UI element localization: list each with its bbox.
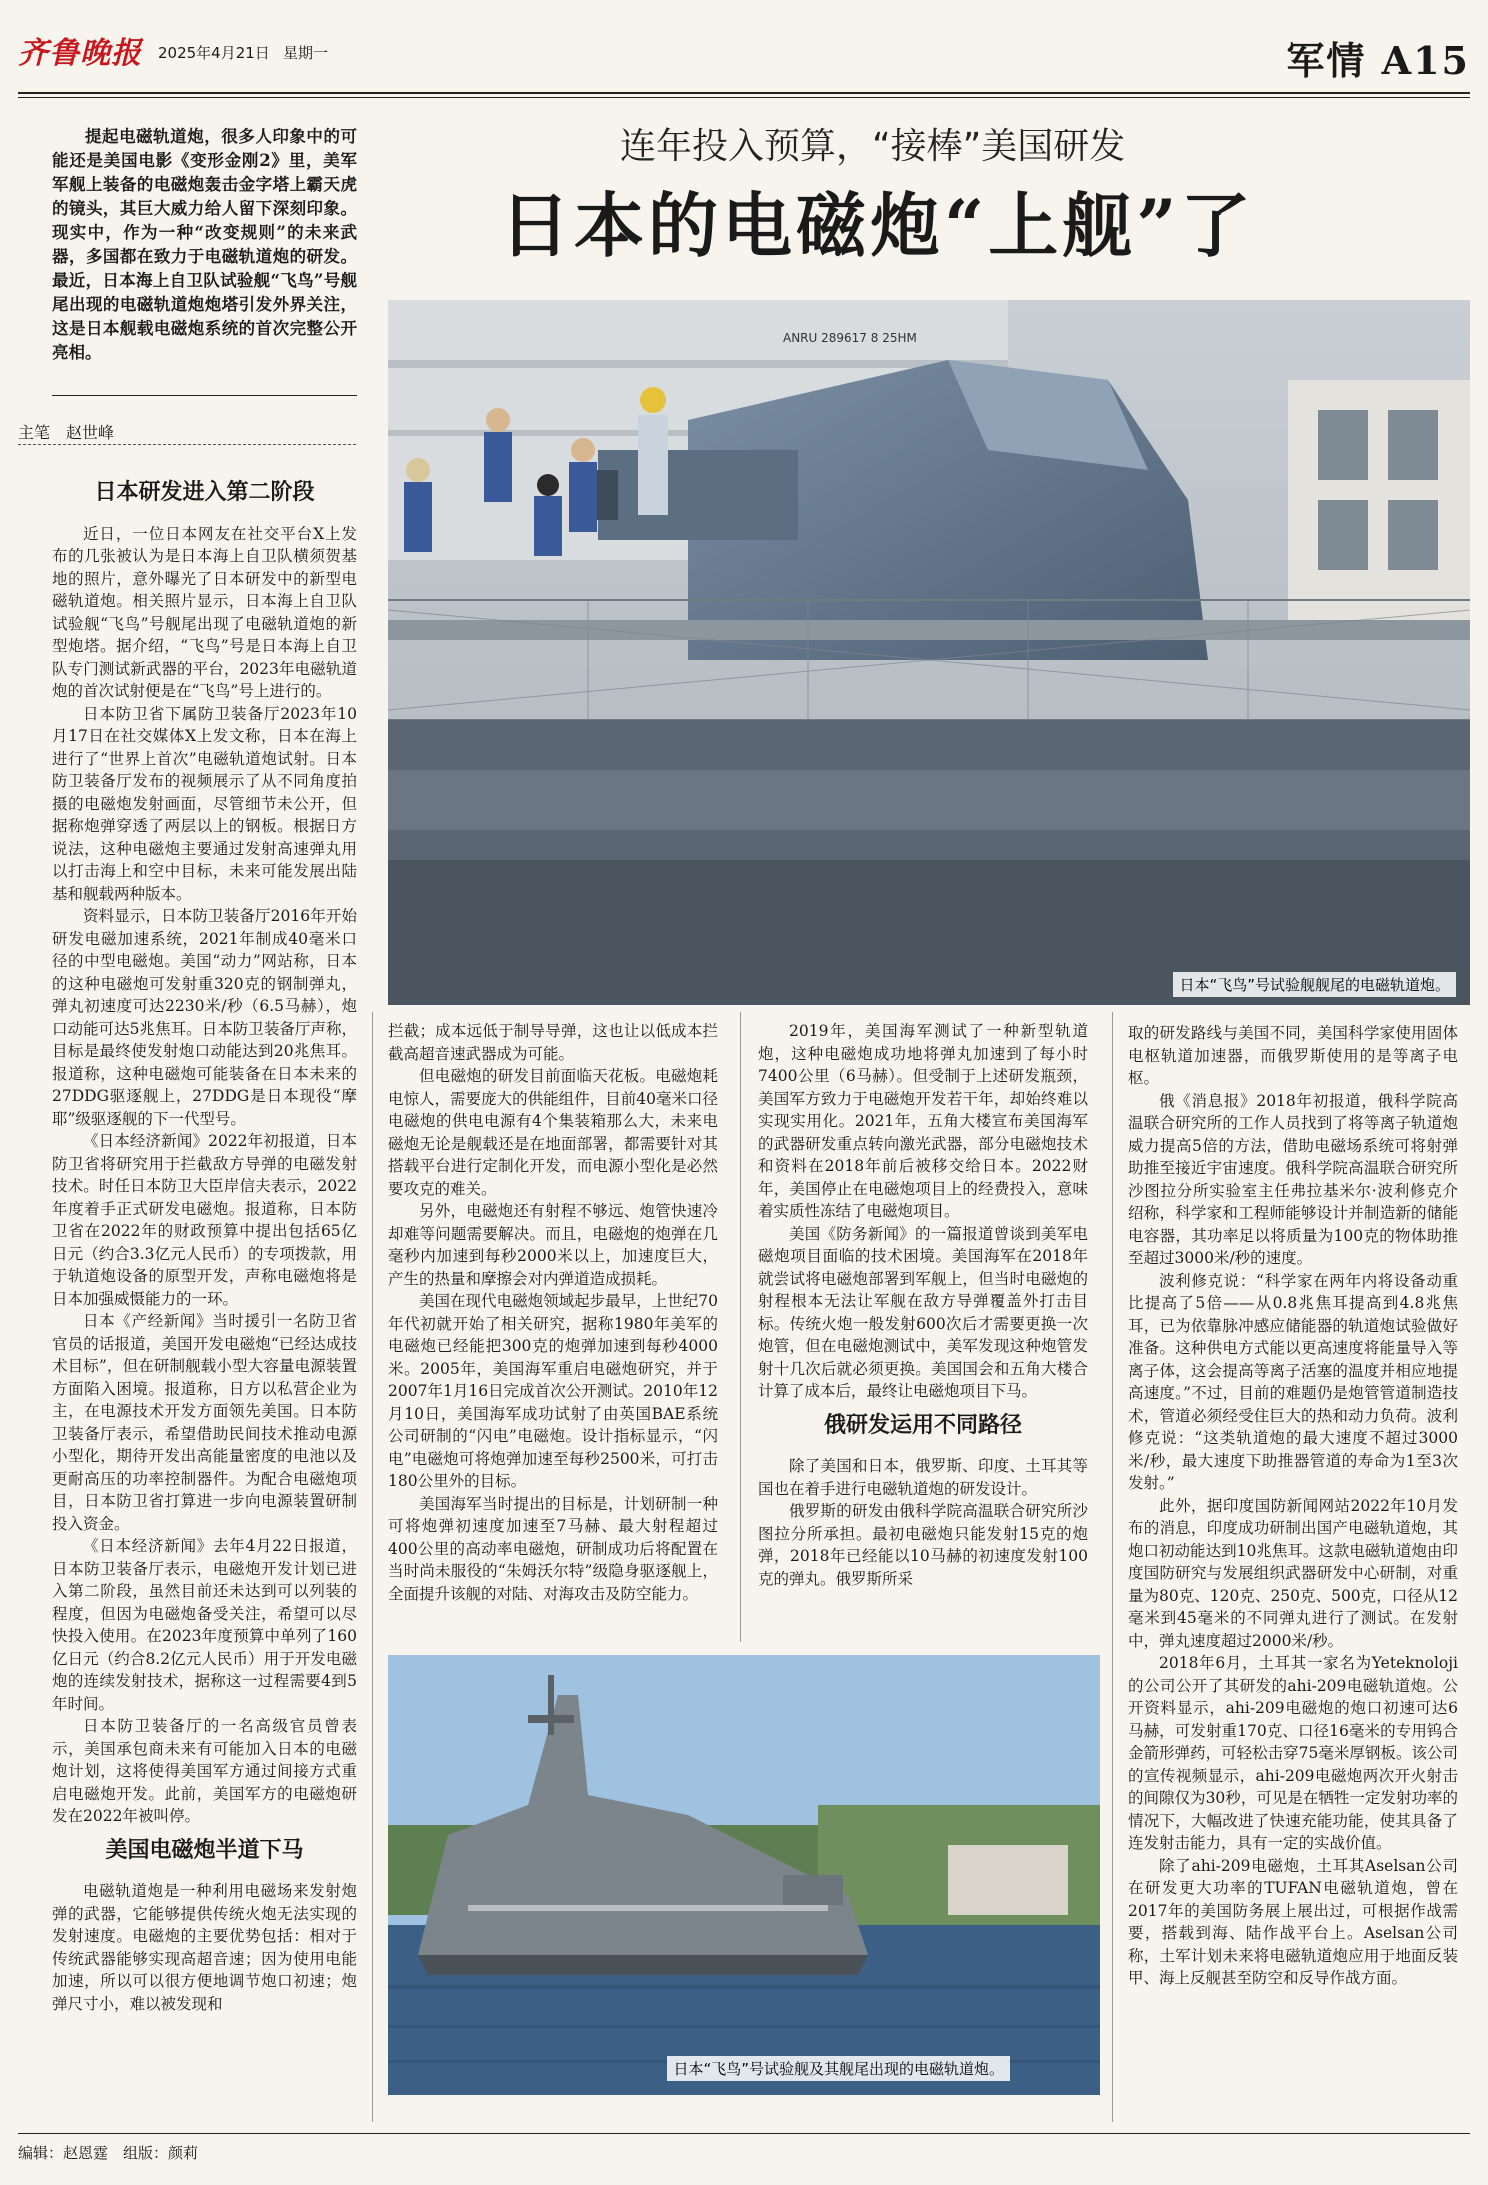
column-divider <box>1112 1012 1113 2122</box>
photo2-caption: 日本“飞鸟”号试验舰及其舰尾出现的电磁轨道炮。 <box>667 2056 1010 2081</box>
paragraph: 2018年6月，土耳其一家名为Yeteknoloji的公司公开了其研发的ahi-209电磁轨道炮。公开资料显示，ahi-209电磁炮的炮口初速可达6马赫，可发射重170克、口径16毫米的专用钨合金箭形弹药，可轻松击穿75毫米厚钢板。该公司的宣传视频显示，ahi-209电磁炮两次开火射击的间隙仅为30秒，可见是在牺牲一定发射功率的情况下，大幅改进了快速充能功能，使其具备了连发射击能力，具有一定的实战价值。 <box>1128 1654 1458 1852</box>
column-4 <box>1128 1022 1458 1990</box>
page-footer: 编辑：赵恩霆 组版：颜莉 <box>18 2144 199 2162</box>
paragraph: 日本防卫装备厅的一名高级官员曾表示，美国承包商未来有可能加入日本的电磁炮计划，这将使得美国军方通过间接方式重启电磁炮开发。此前，美国军方的电磁炮研发在2022年被叫停。 <box>52 1717 357 1825</box>
photo-railgun-stern <box>388 300 1470 1005</box>
masthead <box>18 28 1470 90</box>
column-1 <box>52 470 357 2015</box>
paragraph: 美国《防务新闻》的一篇报道曾谈到美军电磁炮项目面临的技术困境。美国海军在2018年就尝试将电磁炮部署到军舰上，但当时电磁炮的射程根本无法让军舰在敌方导弹覆盖外打击目标。传统火炮一般发射600次后才需要更换一次炮管，但在电磁炮测试中，美军发现这种炮管发射十几次后就必须更换。美国国会和五角大楼合计算了成本后，最终让电磁炮项目下马。 <box>758 1224 1088 1400</box>
footer-rule <box>18 2133 1470 2134</box>
issue-date: 2025年4月21日 <box>158 44 270 62</box>
headline-subtitle: 连年投入预算，“接棒”美国研发 <box>620 126 1126 167</box>
paragraph: 近日，一位日本网友在社交平台X上发布的几张被认为是日本海上自卫队横须贺基地的照片，意外曝光了日本研发中的新型电磁轨道炮。相关照片显示，日本海上自卫队试验舰“飞鸟”号舰尾出现了电磁轨道炮的新型炮塔。据介绍，“飞鸟”号是日本海上自卫队专门测试新武器的平台，2023年电磁轨道炮的首次试射便是在“飞鸟”号上进行的。 <box>52 524 357 700</box>
paragraph: 波利修克说：“科学家在两年内将设备动重比提高了5倍——从0.8兆焦耳提高到4.8兆焦耳，已为依靠脉冲感应储能器的轨道炮试验做好准备。这种供电方式能以更高速度将能量导入等离子体，这会提高等离子活塞的温度并相应地提高速度。”不过，目前的难题仍是炮管管道制造技术，管道必须经受住巨大的热和动力负荷。波利修克说：“这类轨道炮的最大速度不超过3000米/秒，最大速度下助推器管道的寿命为1至3次发射。” <box>1128 1271 1458 1492</box>
paragraph: 俄罗斯的研发由俄科学院高温联合研究所沙图拉分所承担。最初电磁炮只能发射15克的炮弹，2018年已经能以10马赫的初速度发射100克的弹丸。俄罗斯所采 <box>758 1502 1088 1588</box>
column-divider <box>372 1012 373 2122</box>
masthead-rule <box>18 92 1470 94</box>
paragraph: 资料显示，日本防卫装备厅2016年开始研发电磁加速系统，2021年制成40毫米口径的中型电磁炮。美国“动力”网站称，日本的这种电磁炮可发射重320克的钢制弹丸，弹丸初速度可达2230米/秒（6.5马赫），炮口动能可达5兆焦耳。日本防卫装备厅声称，目标是最终使发射炮口动能达到20兆焦耳。报道称，这种电磁炮可能装备在日本未来的27DDG驱逐舰上，27DDG是日本现役“摩耶”级驱逐舰的下一代型号。 <box>52 907 357 1128</box>
photo-ship <box>388 1655 1100 2095</box>
byline-rule <box>18 444 356 445</box>
column-3 <box>758 1020 1088 1590</box>
byline: 主笔 赵世峰 <box>18 423 115 442</box>
paragraph: 除了美国和日本，俄罗斯、印度、土耳其等国也在着手进行电磁轨道炮的研发设计。 <box>758 1457 1088 1498</box>
paragraph: 俄《消息报》2018年初报道，俄科学院高温联合研究所的工作人员找到了将等离子轨道炮威力提高5倍的方法，借助电磁场系统可将射弹助推至接近宇宙速度。俄科学院高温联合研究所沙图拉分所实验室主任弗拉基米尔·波利修克介绍称，科学家和工程师能够设计并制造新的储能电容器，其功率足以将质量为100克的物体助推至超过3000米/秒的速度。 <box>1128 1091 1458 1267</box>
paragraph: 电磁轨道炮是一种利用电磁场来发射炮弹的武器，它能够提供传统火炮无法实现的发射速度。电磁炮的主要优势包括：相对于传统武器能够实现高超音速；因为使用电能加速，所以可以很方便地调节炮口初速；炮弹尺寸小，难以被发现和 <box>52 1882 357 2013</box>
column-2 <box>388 1020 718 1605</box>
paragraph: 日本《产经新闻》当时援引一名防卫省官员的话报道，美国开发电磁炮“已经达成技术目标”，但在研制舰载小型大容量电源装置方面陷入困境。报道称，日方以私营企业为主，在电源技术开发方面领先美国。日本防卫装备厅表示，希望借助民间技术推动电源小型化，期待开发出高能量密度的电池以及更耐高压的功率控制器件。为配合电磁炮项目，日本防卫省打算进一步向电源装置研制投入资金。 <box>52 1312 357 1533</box>
paragraph: 另外，电磁炮还有射程不够远、炮管快速冷却难等问题需要解决。而且，电磁炮的炮弹在几毫秒内加速到每秒2000米以上，加速度巨大，产生的热量和摩擦会对内弹道造成损耗。 <box>388 1202 718 1288</box>
paragraph: 美国海军当时提出的目标是，计划研制一种可将炮弹初速度加速至7马赫、最大射程超过400公里的高动率电磁炮，研制成功后将配置在当时尚未服役的“朱姆沃尔特”级隐身驱逐舰上，全面提升该舰的对陆、对海攻击及防空能力。 <box>388 1494 718 1603</box>
lead-paragraph: 提起电磁轨道炮，很多人印象中的可能还是美国电影《变形金刚2》里，美军军舰上装备的电磁炮轰击金字塔上霸天虎的镜头，其巨大威力给人留下深刻印象。现实中，作为一种“改变规则”的未来武器，多国都在致力于电磁轨道炮的研发。最近，日本海上自卫队试验舰“飞鸟”号舰尾出现的电磁轨道炮炮塔引发外界关注，这是日本舰载电磁炮系统的首次完整公开亮相。 <box>52 127 357 362</box>
railgun-illustration <box>388 300 1470 1005</box>
ship-illustration <box>388 1655 1100 2095</box>
section-heading-japan: 日本研发进入第二阶段 <box>94 480 315 505</box>
paragraph: 但电磁炮的研发目前面临天花板。电磁炮耗电惊人，需要庞大的供能组件，目前40毫米口径电磁炮的供电电源有4个集装箱那么大，未来电磁炮无论是舰载还是在地面部署，都需要针对其搭载平台进行定制化开发，而电源小型化是必然要攻克的难关。 <box>388 1067 718 1198</box>
paragraph: 除了ahi-209电磁炮，土耳其Aselsan公司在研发更大功率的TUFAN电磁轨道炮，曾在2017年的美国防务展上展出过，可根据作战需要，搭载到海、陆作战平台上。Aselsan公司称，土军计划未来将电磁轨道炮应用于地面反装甲、海上反舰甚至防空和反导作战方面。 <box>1128 1856 1458 1987</box>
paragraph: 日本防卫省下属防卫装备厅2023年10月17日在社交媒体X上发文称，日本在海上进行了“世界上首次”电磁轨道炮试射。日本防卫装备厅发布的视频展示了从不同角度拍摄的电磁炮发射画面，尽管细节未公开，但据称炮弹穿透了两层以上的钢板。根据日方说法，这种电磁炮主要通过发射高速弹丸用以打击海上和空中目标，未来可能发展出陆基和舰载两种版本。 <box>52 704 357 903</box>
paragraph: 2019年，美国海军测试了一种新型轨道炮，这种电磁炮成功地将弹丸加速到了每小时7400公里（6马赫）。但受制于上述研发瓶颈，美国军方致力于电磁炮开发若干年，却始终难以实现实用化。2021年，五角大楼宣布美国海军的武器研发重点转向激光武器，部分电磁炮技术和资料在2018年前后被移交给日本。2022财年，美国停止在电磁炮项目上的经费投入，意味着实质性冻结了电磁炮项目。 <box>758 1022 1088 1220</box>
headline-title: 日本的电磁炮“上舰”了 <box>500 184 1255 267</box>
issue-weekday: 星期一 <box>283 44 329 62</box>
photo1-caption: 日本“飞鸟”号试验舰舰尾的电磁轨道炮。 <box>1173 972 1456 997</box>
section-heading-usa: 美国电磁炮半道下马 <box>105 1837 304 1863</box>
masthead-rule-thin <box>18 97 1470 98</box>
paragraph: 此外，据印度国防新闻网站2022年10月发布的消息，印度成功研制出国产电磁轨道炮，其炮口初动能达到10兆焦耳。这款电磁轨道炮由印度国防研究与发展组织武器研发中心研制，对重量为80克、120克、250克、500克，口径从12毫米到45毫米的不同弹丸进行了测试。在发射中，弹丸速度超过2000米/秒。 <box>1128 1496 1458 1650</box>
paragraph: 《日本经济新闻》去年4月22日报道，日本防卫装备厅表示，电磁炮开发计划已进入第二阶段，虽然目前还未达到可以列装的程度，但因为电磁炮备受关注，希望可以尽快投入使用。在2023年度预算中单列了160亿日元（约合8.2亿元人民币）用于开发电磁炮的连续发射技术，据称这一过程需要4到5年时间。 <box>52 1537 357 1713</box>
lead-rule <box>52 395 357 396</box>
paragraph: 美国在现代电磁炮领域起步最早，上世纪70年代初就开始了相关研究，据称1980年美军的电磁炮已经能把300克的炮弹加速到每秒4000米。2005年，美国海军重启电磁炮研究，并于2007年1月16日完成首次公开测试。2010年12月10日，美国海军成功试射了由英国BAE系统公司研制的“闪电”电磁炮。设计指标显示，“闪电”电磁炮可将炮弹加速至每秒2500米，可打击180公里外的目标。 <box>388 1292 718 1490</box>
newspaper-logo: 齐鲁晚报 <box>18 36 142 71</box>
paragraph: 取的研发路线与美国不同，美国科学家使用固体电枢轨道加速器，而俄罗斯使用的是等离子电枢。 <box>1128 1024 1458 1087</box>
container-label: ANRU 289617 8 25HM <box>783 331 917 345</box>
paragraph: 《日本经济新闻》2022年初报道，日本防卫省将研究用于拦截敌方导弹的电磁发射技术。时任日本防卫大臣岸信夫表示，2022年度着手正式研发电磁炮。报道称，日本防卫省在2022年的财政预算中提出包括65亿日元（约合3.3亿元人民币）的专项拨款，用于轨道炮设备的原型开发，声称电磁炮将是日本加强威慑能力的一环。 <box>52 1132 357 1308</box>
section-heading-russia: 俄研发运用不同路径 <box>823 1412 1022 1438</box>
paragraph: 拦截；成本远低于制导导弹，这也让以低成本拦截高超音速武器成为可能。 <box>388 1022 718 1063</box>
section-label: 军情 A15 <box>1286 38 1470 83</box>
column-divider <box>740 1012 741 1642</box>
